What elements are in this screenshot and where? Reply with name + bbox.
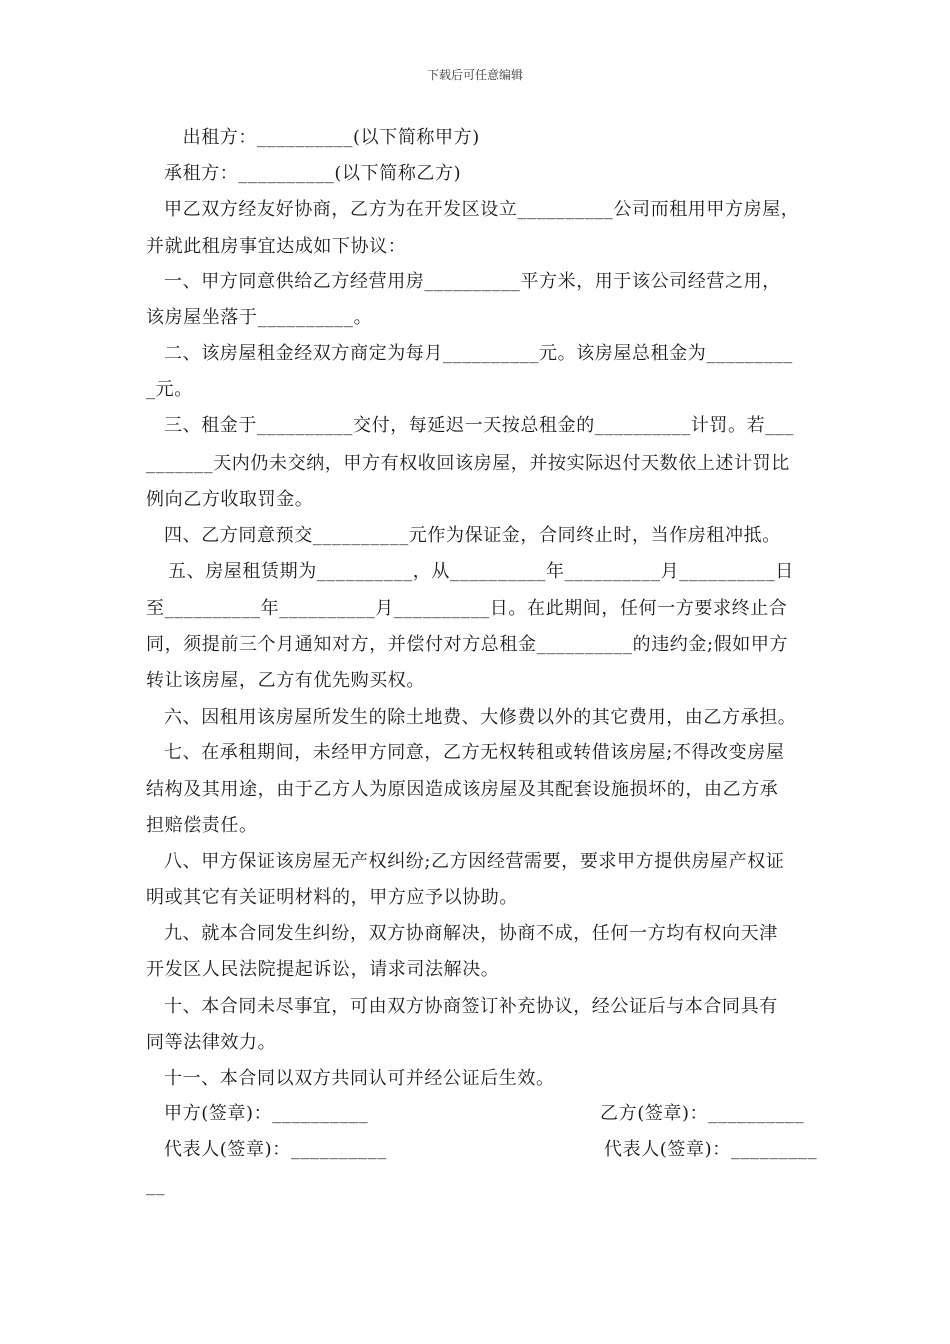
clause-3-line-1: 三、租金于__________交付，每延迟一天按总租金的__________计罚。若___ (164, 415, 794, 436)
clause-11-line: 十一、本合同以双方共同认可并经公证后生效。 (164, 1068, 555, 1089)
preamble-line-1: 甲乙双方经友好协商，乙方为在开发区设立__________公司而租用甲方房屋， (164, 199, 800, 220)
clause-3-line-2: _______天内仍未交纳，甲方有权收回该房屋，并按实际迟付天数依上述计罚比 (146, 453, 790, 474)
signature-tail: __ (146, 1175, 166, 1196)
clause-2-line-1: 二、该房屋租金经双方商定为每月__________元。该房屋总租金为_________ (164, 343, 793, 364)
clause-5-line-2: 至__________年__________月__________日。在此期间，任何一方要求终止合 (146, 598, 788, 619)
clause-8-line-2: 明或其它有关证明材料的，甲方应予以协助。 (146, 887, 518, 908)
preamble-line-2: 并就此租房事宜达成如下协议： (146, 236, 407, 257)
representative-b-signature: 代表人(签章)：_________ (604, 1139, 818, 1160)
clause-1-line-1: 一、甲方同意供给乙方经营用房__________平方米，用于该公司经营之用， (164, 271, 781, 292)
page-header: 下载后可任意编辑 (426, 68, 523, 82)
clause-5-line-3: 同，须提前三个月通知对方，并偿付对方总租金__________的违约金;假如甲方 (146, 634, 789, 655)
clause-6-line: 六、因租用该房屋所发生的除土地费、大修费以外的其它费用，由乙方承担。 (164, 707, 797, 728)
representative-a-signature: 代表人(签章)：__________ (164, 1139, 387, 1160)
clause-10-line-1: 十、本合同未尽事宜，可由双方协商签订补充协议，经公证后与本合同具有 (164, 996, 778, 1017)
clause-1-line-2: 该房屋坐落于__________。 (146, 307, 373, 328)
party-b-signature: 乙方(签章)：__________ (600, 1103, 805, 1124)
lessee-line: 承租方：__________(以下简称乙方) (164, 163, 462, 184)
clause-9-line-1: 九、就本合同发生纠纷，双方协商解决，协商不成，任何一方均有权向天津 (164, 923, 778, 944)
clause-7-line-3: 担赔偿责任。 (146, 815, 258, 836)
clause-7-line-2: 结构及其用途，由于乙方人为原因造成该房屋及其配套设施损坏的，由乙方承 (146, 779, 779, 800)
clause-5-line-1: 五、房屋租赁期为__________，从__________年__________月__________日 (168, 561, 794, 582)
clause-3-line-3: 例向乙方收取罚金。 (146, 489, 314, 510)
lessor-line: 出租方：__________(以下简称甲方) (164, 127, 480, 148)
clause-7-line-1: 七、在承租期间，未经甲方同意，乙方无权转租或转借该房屋;不得改变房屋 (164, 742, 785, 763)
clause-10-line-2: 同等法律效力。 (146, 1032, 277, 1053)
clause-9-line-2: 开发区人民法院提起诉讼，请求司法解决。 (146, 959, 500, 980)
clause-2-line-2: _元。 (146, 379, 193, 400)
clause-8-line-1: 八、甲方保证该房屋无产权纠纷;乙方因经营需要，要求甲方提供房屋产权证 (164, 851, 785, 872)
clause-5-line-4: 转让该房屋，乙方有优先购买权。 (146, 670, 425, 691)
clause-4-line: 四、乙方同意预交__________元作为保证金，合同终止时，当作房租冲抵。 (164, 525, 781, 546)
party-a-signature: 甲方(签章)：__________ (164, 1103, 369, 1124)
